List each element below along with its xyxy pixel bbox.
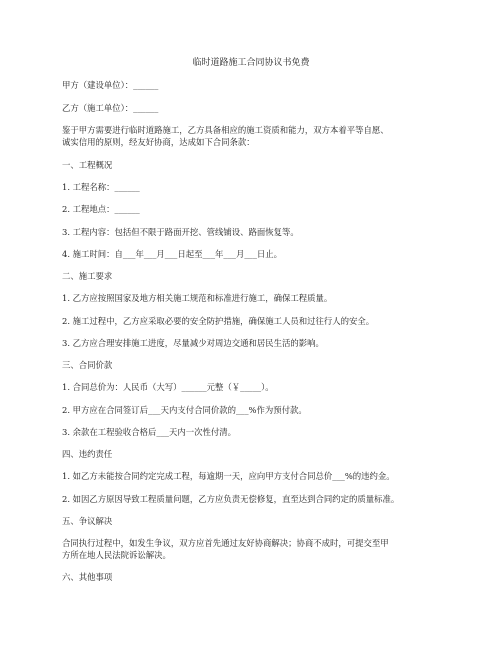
- requirements-item-3: 3. 乙方应合理安排施工进度，尽量减少对周边交通和居民生活的影响。: [62, 338, 324, 348]
- section-heading-liability: 四、违约责任: [62, 449, 113, 459]
- party-a: 甲方（建设单位）：______: [62, 80, 159, 90]
- disputes-line-2: 方所在地人民法院诉讼解决。: [62, 550, 171, 560]
- preamble-line-1: 鉴于甲方需要进行临时道路施工，乙方具备相应的施工资质和能力，双方本着平等自愿、: [62, 125, 389, 135]
- party-b: 乙方（施工单位）：______: [62, 103, 159, 113]
- requirements-item-2: 2. 施工过程中，乙方应采取必要的安全防护措施，确保施工人员和过往行人的安全。: [62, 316, 375, 326]
- overview-item-1: 1. 工程名称：______: [62, 182, 140, 192]
- overview-item-4: 4. 施工时间：自___年___月___日起至___年___月___日止。: [62, 249, 283, 259]
- liability-item-1: 1. 如乙方未能按合同约定完成工程，每逾期一天，应向甲方支付合同总价___%的违约金。: [62, 471, 395, 481]
- price-item-1: 1. 合同总价为：人民币（大写）______元整（￥_____）。: [62, 382, 274, 392]
- section-heading-overview: 一、工程概况: [62, 160, 113, 170]
- document-title: 临时道路施工合同协议书免费: [192, 58, 310, 68]
- section-heading-price: 三、合同价款: [62, 360, 113, 370]
- price-item-2: 2. 甲方应在合同签订后___天内支付合同价款的___%作为预付款。: [62, 405, 307, 415]
- section-heading-requirements: 二、施工要求: [62, 271, 113, 281]
- disputes-line-1: 合同执行过程中，如发生争议，双方应首先通过友好协商解决；协商不成时，可提交至甲: [62, 538, 389, 548]
- requirements-item-1: 1. 乙方应按照国家及地方相关施工规范和标准进行施工，确保工程质量。: [62, 293, 333, 303]
- liability-item-2: 2. 如因乙方原因导致工程质量问题，乙方应负责无偿修复，直至达到合同约定的质量标准。: [62, 494, 400, 504]
- price-item-3: 3. 余款在工程验收合格后___天内一次性付清。: [62, 427, 236, 437]
- section-heading-disputes: 五、争议解决: [62, 516, 113, 526]
- overview-item-3: 3. 工程内容：包括但不限于路面开挖、管线铺设、路面恢复等。: [62, 227, 299, 237]
- overview-item-2: 2. 工程地点：______: [62, 204, 140, 214]
- section-heading-other: 六、其他事项: [62, 572, 113, 582]
- preamble-line-2: 诚实信用的原则，经友好协商，达成如下合同条款：: [62, 137, 255, 147]
